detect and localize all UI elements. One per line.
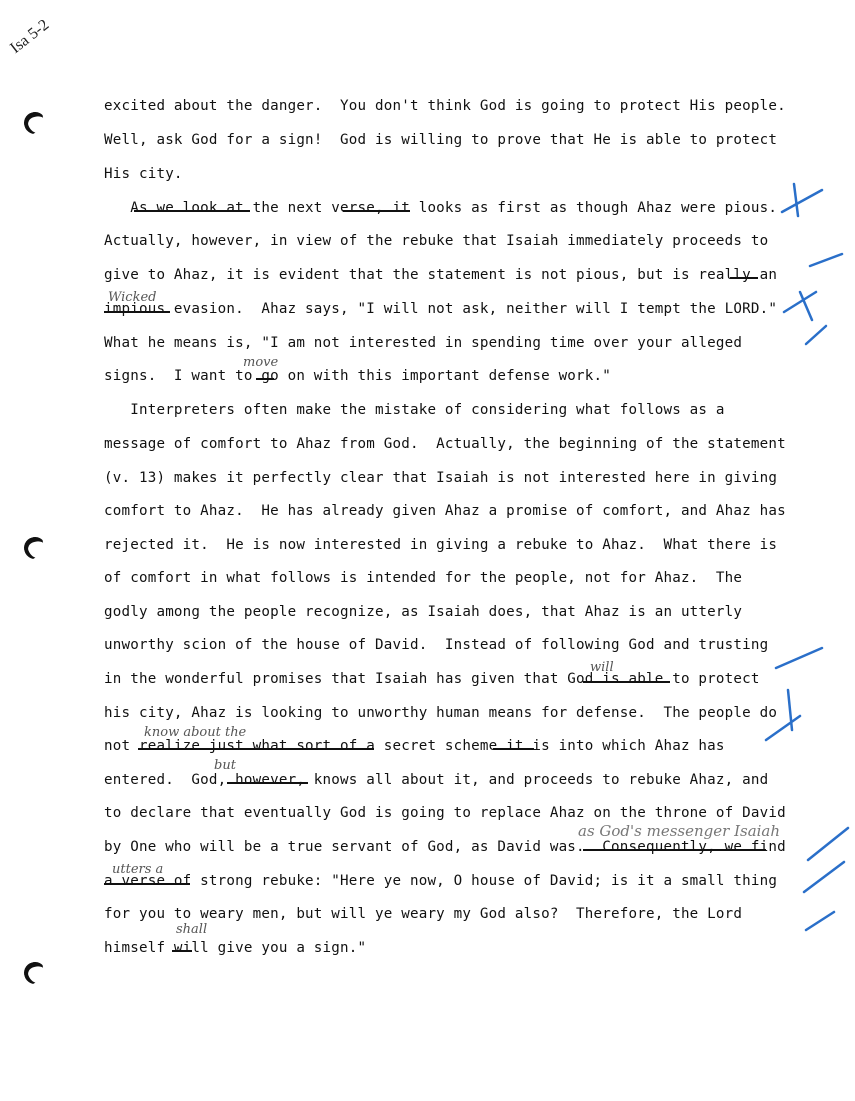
body-line: signs. I want to go on with this important defense work." [104,368,612,384]
body-line: comfort to Ahaz. He has already given Ahaz a promise of comfort, and Ahaz has [104,503,786,519]
body-line: As we look at the next verse, it looks as first as though Ahaz were pious. [104,200,778,216]
margin-check-mark [782,190,822,212]
body-line: not realize just what sort of a secret scheme it is into which Ahaz has [104,738,725,754]
handwritten-insertion: shall [176,922,208,937]
body-line: in the wonderful promises that Isaiah has given that God is able to protect [104,671,760,687]
body-line: Interpreters often make the mistake of considering what follows as a [104,402,725,418]
body-line: of comfort in what follows is intended for the people, not for Ahaz. The [104,570,743,586]
margin-check-mark [766,690,800,740]
body-line: himself will give you a sign." [104,940,367,956]
handwritten-insertion: but [214,758,236,773]
body-line: entered. God, however, knows all about it, and proceeds to rebuke Ahaz, and [104,772,769,788]
body-line: Well, ask God for a sign! God is willing to prove that He is able to protect [104,132,778,148]
body-line: godly among the people recognize, as Isaiah does, that Ahaz is an utterly [104,604,743,620]
body-line: Actually, however, in view of the rebuke that Isaiah immediately proceeds to [104,233,769,249]
handwritten-insertion: move [243,355,279,370]
body-line: unworthy scion of the house of David. Instead of following God and trusting [104,637,769,653]
body-line: to declare that eventually God is going to replace Ahaz on the throne of David [104,805,786,821]
handwritten-insertion: as God's messenger Isaiah [578,822,781,840]
margin-check-mark [784,292,816,320]
body-line: rejected it. He is now interested in giving a rebuke to Ahaz. What there is [104,537,778,553]
margin-check-mark [810,254,842,266]
body-line: impious evasion. Ahaz says, "I will not ask, neither will I tempt the LORD." [104,301,778,317]
handwritten-page-reference: Isa 5-2 [7,16,53,57]
body-line: for you to weary men, but will ye weary my God also? Therefore, the Lord [104,906,743,922]
handwritten-insertion: utters a [112,862,164,877]
body-line: message of comfort to Ahaz from God. Actually, the beginning of the statement [104,436,786,452]
margin-check-mark [806,912,834,930]
handwritten-insertion: know about the [144,725,247,740]
body-line: his city, Ahaz is looking to unworthy human means for defense. The people do [104,705,778,721]
body-line: by One who will be a true servant of God, as David was. Consequently, we find [104,839,786,855]
body-line: His city. [104,166,183,182]
margin-check-mark [794,184,798,216]
body-line: a verse of strong rebuke: "Here ye now, O house of David; is it a small thing [104,873,778,889]
handwritten-insertion: Wicked [108,290,157,305]
margin-check-mark [806,326,826,344]
body-line: give to Ahaz, it is evident that the statement is not pious, but is really an [104,267,778,283]
body-line: (v. 13) makes it perfectly clear that Isaiah is not interested here in giving [104,470,778,486]
body-line: What he means is, "I am not interested in spending time over your alleged [104,335,743,351]
margin-check-mark [776,648,822,668]
body-line: excited about the danger. You don't think God is going to protect His people. [104,98,786,114]
margin-check-mark [804,828,848,892]
handwritten-insertion: will [590,660,614,675]
